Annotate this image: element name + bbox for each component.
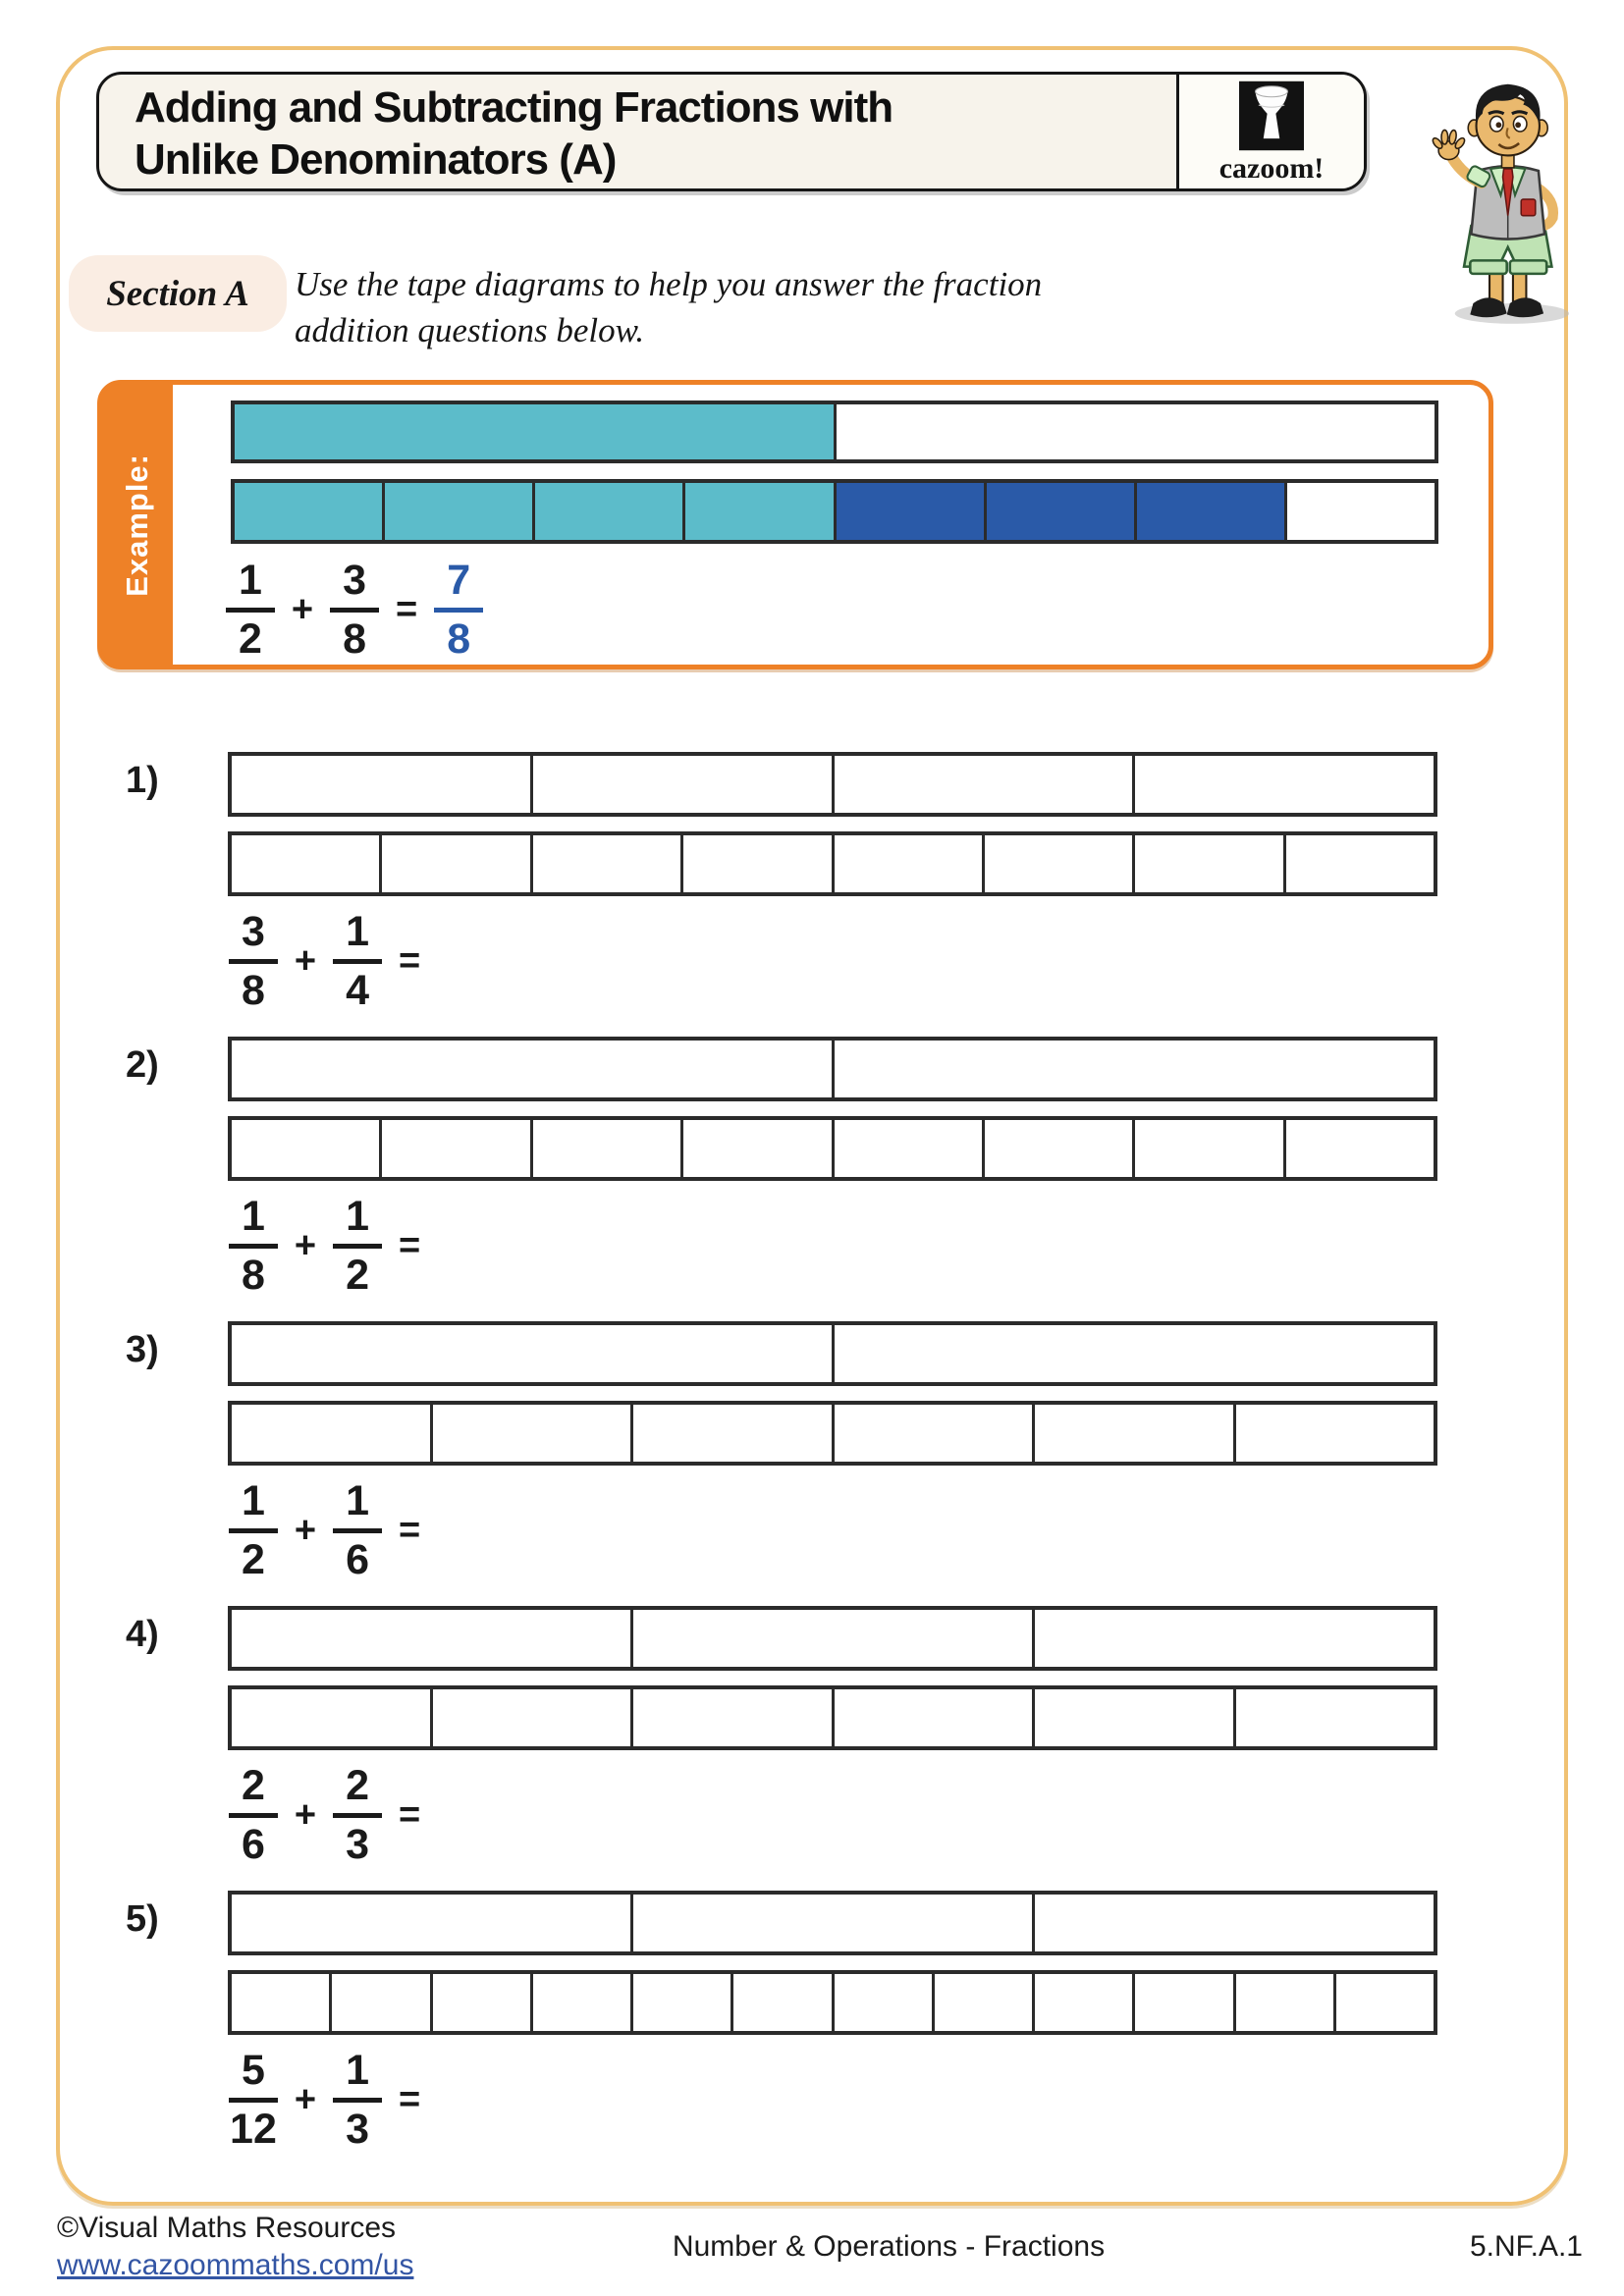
question-block	[0, 1321, 1624, 1586]
instruction-line-1: Use the tape diagrams to help you answer the fraction	[295, 265, 1043, 303]
instruction-line-2: addition questions below.	[295, 311, 645, 349]
tape-cell	[630, 1689, 832, 1746]
question-equation	[229, 2048, 584, 2152]
example-tape-top	[231, 400, 1438, 463]
tape-cell	[232, 1405, 430, 1462]
logo-wordmark: cazoom!	[1218, 151, 1325, 185]
example-fraction-2: $\frac{3}{8}$	[330, 558, 379, 662]
example-tab	[101, 384, 173, 666]
tape-cell	[235, 404, 834, 459]
tape-cell	[834, 404, 1435, 459]
example-box	[97, 380, 1493, 669]
tape-cell	[682, 483, 833, 540]
tape-cell	[1132, 756, 1434, 813]
plus-sign: +	[294, 1793, 317, 1836]
instruction-text	[295, 261, 1178, 353]
question-fraction-1: $\frac{5}{12}$	[230, 2047, 277, 2153]
tape-cell	[1032, 1895, 1434, 1951]
tape-diagram-bottom	[228, 1685, 1437, 1750]
tape-diagram-top	[228, 1321, 1437, 1386]
tape-cell	[530, 1120, 680, 1177]
tape-cell	[832, 835, 982, 892]
plus-sign: +	[294, 2078, 317, 2120]
question-block	[0, 1037, 1624, 1302]
tape-cell	[982, 1120, 1132, 1177]
question-equation	[229, 1478, 584, 1582]
tape-cell	[530, 756, 832, 813]
question-fraction-2: $\frac{1}{6}$	[333, 1478, 382, 1582]
tape-cell	[1132, 835, 1282, 892]
tape-cell	[232, 835, 379, 892]
answer-space[interactable]	[437, 1486, 584, 1575]
tape-cell	[1132, 1974, 1232, 2031]
tape-cell	[329, 1974, 429, 2031]
boy-character-illustration	[1406, 65, 1597, 330]
tape-cell	[1032, 1405, 1233, 1462]
tape-cell	[232, 1974, 329, 2031]
question-fraction-1: $\frac{1}{2}$	[229, 1478, 278, 1582]
tape-cell	[832, 1120, 982, 1177]
example-label: Example:	[119, 453, 154, 597]
tape-cell	[232, 756, 530, 813]
question-block	[0, 752, 1624, 1017]
question-block	[0, 1891, 1624, 2156]
tape-cell	[832, 1041, 1435, 1097]
tape-cell	[1283, 1120, 1434, 1177]
tape-cell	[1134, 483, 1284, 540]
tape-cell	[430, 1974, 530, 2031]
question-fraction-1: $\frac{1}{8}$	[229, 1194, 278, 1298]
footer-center-text: Number & Operations - Fractions	[672, 2230, 1106, 2263]
title-line-2: Unlike Denominators (A)	[135, 135, 617, 184]
footer-copyright: ©Visual Maths Resources	[57, 2212, 397, 2244]
tape-cell	[832, 1974, 932, 2031]
tape-cell	[984, 483, 1134, 540]
tape-cell	[832, 756, 1133, 813]
tape-cell	[1233, 1405, 1435, 1462]
tape-cell	[232, 1689, 430, 1746]
tape-cell	[379, 1120, 529, 1177]
tape-cell	[235, 483, 382, 540]
tape-diagram-top	[228, 1606, 1437, 1671]
tape-cell	[1233, 1974, 1333, 2031]
equals-sign: =	[396, 588, 418, 630]
plus-sign: +	[291, 588, 314, 630]
example-fraction-1: $\frac{1}{2}$	[226, 558, 275, 662]
equals-sign: =	[399, 1509, 421, 1551]
question-block	[0, 1606, 1624, 1871]
question-fraction-2: $\frac{1}{2}$	[333, 1194, 382, 1298]
question-number: 3)	[126, 1329, 159, 1370]
question-fraction-1: $\frac{2}{6}$	[229, 1763, 278, 1867]
tape-cell	[1284, 483, 1435, 540]
tape-cell	[430, 1405, 631, 1462]
tape-cell	[1032, 1974, 1132, 2031]
tape-diagram-top	[228, 1037, 1437, 1101]
example-tape-bottom	[231, 479, 1438, 544]
tape-cell	[630, 1610, 1032, 1667]
tape-cell	[1233, 1689, 1435, 1746]
question-number: 4)	[126, 1614, 159, 1655]
tape-diagram-bottom	[228, 1970, 1437, 2035]
tape-cell	[680, 835, 831, 892]
question-number: 1)	[126, 760, 159, 801]
tape-cell	[1283, 835, 1434, 892]
tape-diagram-bottom	[228, 1116, 1437, 1181]
tape-cell	[430, 1689, 631, 1746]
plus-sign: +	[294, 939, 317, 982]
question-number: 2)	[126, 1044, 159, 1086]
tape-cell	[379, 835, 529, 892]
answer-space[interactable]	[437, 2056, 584, 2144]
title-line-1: Adding and Subtracting Fractions with	[135, 83, 893, 132]
question-fraction-2: $\frac{1}{3}$	[333, 2048, 382, 2152]
question-equation	[229, 909, 584, 1013]
equals-sign: =	[399, 939, 421, 982]
question-number: 5)	[126, 1898, 159, 1940]
tape-cell	[680, 1120, 831, 1177]
title-box	[96, 72, 1367, 191]
tape-diagram-bottom	[228, 831, 1437, 896]
tape-cell	[232, 1895, 630, 1951]
equals-sign: =	[399, 1793, 421, 1836]
tape-cell	[530, 1974, 630, 2031]
equals-sign: =	[399, 2078, 421, 2120]
tape-cell	[232, 1120, 379, 1177]
page-title	[135, 81, 893, 186]
tape-cell	[832, 1325, 1435, 1382]
tape-cell	[530, 835, 680, 892]
tape-cell	[630, 1895, 1032, 1951]
question-equation	[229, 1194, 584, 1298]
tape-cell	[232, 1041, 832, 1097]
cazoom-logo	[1176, 75, 1364, 188]
tape-cell	[630, 1974, 731, 2031]
question-fraction-2: $\frac{1}{4}$	[333, 909, 382, 1013]
tape-cell	[1032, 1610, 1434, 1667]
tape-cell	[630, 1405, 832, 1462]
djembe-drum-icon	[1239, 80, 1304, 151]
tape-cell	[832, 1405, 1033, 1462]
answer-space[interactable]	[437, 1201, 584, 1290]
footer-standard-code: 5.NF.A.1	[1469, 2230, 1583, 2263]
tape-cell	[532, 483, 682, 540]
tape-cell	[834, 483, 984, 540]
tape-cell	[731, 1974, 831, 2031]
footer-website-link[interactable]: www.cazoommaths.com/us	[57, 2249, 414, 2281]
tape-cell	[832, 1689, 1033, 1746]
tape-cell	[232, 1610, 630, 1667]
tape-cell	[1333, 1974, 1434, 2031]
plus-sign: +	[294, 1509, 317, 1551]
answer-space[interactable]	[437, 917, 584, 1005]
example-result-fraction: $\frac{7}{8}$	[434, 558, 483, 662]
tape-cell	[232, 1325, 832, 1382]
tape-cell	[1132, 1120, 1282, 1177]
tape-cell	[932, 1974, 1032, 2031]
tape-diagram-bottom	[228, 1401, 1437, 1466]
question-equation	[229, 1763, 584, 1867]
example-equation	[226, 558, 483, 662]
tape-cell	[382, 483, 532, 540]
tape-diagram-top	[228, 1891, 1437, 1955]
question-fraction-1: $\frac{3}{8}$	[229, 909, 278, 1013]
plus-sign: +	[294, 1224, 317, 1266]
equals-sign: =	[399, 1224, 421, 1266]
tape-diagram-top	[228, 752, 1437, 817]
answer-space[interactable]	[437, 1771, 584, 1859]
section-label: Section A	[69, 255, 287, 332]
tape-cell	[1032, 1689, 1233, 1746]
question-fraction-2: $\frac{2}{3}$	[333, 1763, 382, 1867]
tape-cell	[982, 835, 1132, 892]
